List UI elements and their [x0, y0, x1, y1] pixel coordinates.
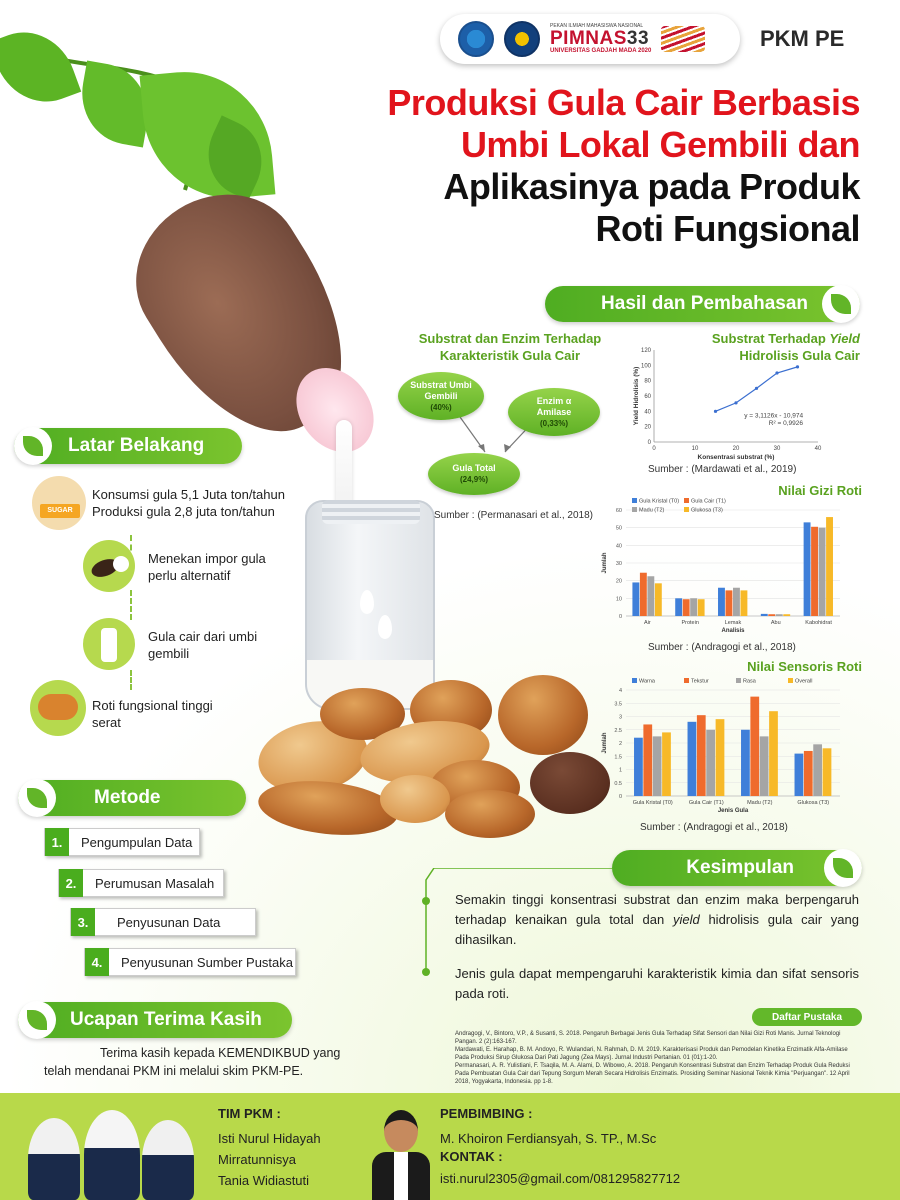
kesimpulan-point-1: [455, 890, 859, 950]
legend-label: Overall: [795, 678, 813, 685]
latar-item-4-line-1: Roti fungsional tinggi: [92, 698, 213, 713]
y-tick-label: 4: [618, 688, 622, 694]
latar-item-1-line-1: Konsumsi gula 5,1 Juta ton/tahun: [92, 487, 285, 502]
legend-swatch: [632, 678, 637, 683]
legend-swatch: [632, 507, 637, 512]
source-permanasari: Sumber : (Permanasari et al., 2018): [434, 510, 593, 521]
bar: [741, 730, 750, 796]
pimnas-logo-number: 33: [626, 28, 650, 49]
y-tick-label: 0: [618, 614, 622, 620]
source-andragogi-gizi: Sumber : (Andragogi et al., 2018): [648, 642, 796, 653]
bar: [776, 614, 783, 616]
legend-label: Warna: [639, 678, 655, 685]
y-tick-label: 40: [644, 409, 651, 416]
bubble-substrat-line-1: Substrat Umbi: [410, 379, 472, 390]
university-logo: [504, 21, 540, 57]
bar: [768, 614, 775, 616]
latar-item-3: [148, 628, 257, 662]
pimnas-stripes-icon: [661, 26, 705, 52]
x-tick-label: Gula Kristal (T0): [632, 800, 673, 806]
bubble-enzim-line-2: Amilase: [536, 406, 572, 417]
daftar-pustaka-list: [455, 1030, 860, 1086]
sensoris-chart-title: Nilai Sensoris Roti: [747, 659, 862, 674]
bar: [647, 576, 654, 616]
bread-illustration: [380, 775, 450, 823]
pimnas-logo-top: PEKAN ILMIAH MAHASISWA NASIONAL: [550, 23, 644, 29]
reference-item: Andragogi, V., Bintoro, V.P., & Susanti, S. 2018. Pengaruh Berbagai Jenis Gula Terhadap Sifat Sensori dan Nilai Gizi Roti Manis. Jurnal Teknologi Pangan. 2 (2):163-167.: [455, 1031, 841, 1045]
leaf-icon: [18, 779, 56, 817]
bar: [634, 738, 643, 796]
y-tick-label: 2: [618, 741, 622, 747]
y-tick-label: 20: [644, 424, 651, 431]
bar: [795, 754, 804, 796]
latar-heading: Latar Belakang: [68, 435, 205, 456]
bar: [783, 614, 790, 616]
bar: [640, 573, 647, 616]
gizi-chart-title: Nilai Gizi Roti: [778, 483, 862, 498]
legend-label: Rasa: [743, 678, 756, 685]
enzim-chart-title: [410, 330, 610, 364]
pembimbing-label: PEMBIMBING :: [440, 1106, 533, 1121]
yield-title-line-2: Hidrolisis Gula Cair: [739, 348, 860, 363]
legend-swatch: [684, 498, 689, 503]
y-tick-label: 60: [644, 394, 651, 400]
x-tick-label: Gula Cair (T1): [688, 800, 724, 806]
y-tick-label: 0.5: [614, 780, 622, 787]
latar-item-2-line-1: Menekan impor gula: [148, 551, 266, 566]
section-header-kesimpulan: [612, 850, 862, 886]
legend-swatch: [736, 678, 741, 683]
bar: [823, 748, 832, 796]
x-tick-label: Abu: [770, 620, 781, 626]
x-tick-label: Madu (T2): [747, 800, 773, 806]
latar-item-3-line-1: Gula cair dari umbi: [148, 629, 258, 644]
source-mardawati: Sumber : (Mardawati et al., 2019): [648, 464, 797, 475]
daftar-pustaka-heading: Daftar Pustaka: [752, 1008, 862, 1026]
kesimpulan-point-2: Jenis gula dapat mempengaruhi karakteristik kimia dan sifat sensoris pada roti.: [455, 966, 859, 1001]
pkm-badge: PKM PE: [760, 26, 845, 51]
bar: [750, 697, 759, 796]
latar-item-3-line-2: gembili: [148, 646, 190, 661]
leaf-icon: [824, 849, 862, 887]
x-tick-label: 20: [732, 446, 740, 452]
connector-line: [130, 590, 132, 620]
metode-step: [84, 948, 296, 976]
pimnas-logo: [550, 24, 651, 54]
latar-item-2: [148, 550, 266, 584]
bar: [804, 751, 813, 796]
x-tick-label: Glukosa (T3): [797, 800, 830, 806]
yield-title-text: Substrat Terhadap: [711, 331, 826, 346]
y-axis-label: Jumlah: [602, 552, 608, 574]
bar: [716, 719, 725, 796]
metode-step: [44, 828, 200, 856]
title-line-3: Aplikasinya pada Produk: [443, 166, 860, 207]
title-line-2: Umbi Lokal Gembili dan: [460, 124, 860, 165]
x-tick-label: 0: [652, 446, 656, 452]
metode-step-label: Penyusunan Data: [117, 914, 221, 930]
team-members: [218, 1128, 321, 1191]
latar-item-2-line-2: perlu alternatif: [148, 568, 231, 583]
kontak-label: KONTAK :: [440, 1149, 503, 1164]
pembimbing-name: M. Khoiron Ferdiansyah, S. TP., M.Sc: [440, 1131, 657, 1146]
x-tick-label: 30: [773, 446, 781, 452]
pimnas-logo-main: PIMNAS: [550, 28, 627, 49]
supervisor-photo: [372, 1106, 430, 1200]
bar: [804, 522, 811, 616]
latar-item-4: [92, 697, 213, 731]
y-tick-label: 30: [615, 561, 622, 567]
kesimpulan-point-1-b: hidrolisis gula cair yang dihasilkan.: [455, 912, 859, 947]
kontak-info: isti.nurul2305@gmail.com/081295827712: [440, 1171, 681, 1186]
bubble-substrat-value: (40%): [430, 402, 452, 412]
bar: [632, 582, 639, 616]
bar: [726, 590, 733, 616]
section-header-hasil: [545, 286, 860, 322]
x-axis-label: Konsentrasi substrat (%): [697, 454, 775, 461]
bar: [690, 598, 697, 616]
liquid-sugar-stream: [336, 420, 352, 510]
sugar-icon: [32, 476, 86, 530]
x-tick-label: 10: [691, 446, 699, 452]
y-axis-label: Jumlah: [602, 732, 608, 754]
bubble-enzim: [508, 388, 600, 436]
bubble-substrat: [398, 372, 484, 420]
bar: [688, 722, 697, 796]
sugar-label: SUGAR: [40, 504, 80, 518]
equation-label: y = 3,1126x - 10,974: [744, 412, 804, 420]
drop-icon: [378, 615, 392, 639]
team-member: Isti Nurul Hidayah: [218, 1131, 321, 1146]
bullet-icon: [422, 897, 430, 905]
metode-step-number: 4.: [85, 948, 109, 976]
latar-item-1-line-2: Produksi gula 2,8 juta ton/tahun: [92, 504, 275, 519]
y-axis-label: Yield Hidrolisis (%): [633, 366, 640, 426]
legend-swatch: [788, 678, 793, 683]
pimnas-logo-sub: UNIVERSITAS GADJAH MADA 2020: [550, 48, 652, 54]
y-tick-label: 120: [640, 348, 651, 354]
enzim-title-line-1: Substrat dan Enzim Terhadap: [418, 331, 602, 346]
bar: [653, 736, 662, 796]
legend-label: Gula Cair (T1): [691, 498, 726, 505]
y-tick-label: 3.5: [614, 701, 622, 708]
title-line-1: Produksi Gula Cair Berbasis: [387, 82, 860, 123]
section-header-ucapan: [18, 1002, 292, 1038]
bread-icon: [30, 680, 86, 736]
metode-step-label: Pengumpulan Data: [81, 834, 193, 850]
data-point: [775, 371, 778, 374]
bar: [683, 599, 690, 616]
reference-item: Mardawati, E. Harahap, B. M. Andoyo, R. Wulandari, N. Rahmah, D. M. 2019. Karakterisasi Produk dan Pemodelan Kinetika Enzimatik Alfa-Amilase Pada Produksi Sirup Glukosa Dari Pati Jagung (Zea Mays). Jurnal Industri Pertanian. 01 (01):1-20.: [455, 1047, 848, 1061]
legend-label: Madu (T2): [639, 507, 665, 514]
legend-swatch: [684, 507, 689, 512]
bubble-gula-total-label: Gula Total: [452, 463, 496, 473]
liquid-sugar-icon: [83, 618, 135, 670]
latar-item-1: [92, 486, 285, 520]
data-point: [796, 365, 799, 368]
metode-step-number: 2.: [59, 869, 83, 897]
data-point: [755, 387, 758, 390]
y-tick-label: 60: [615, 508, 622, 514]
bubble-substrat-line-2: Gembili: [424, 390, 458, 401]
y-tick-label: 3: [618, 714, 622, 721]
bar: [706, 730, 715, 796]
metode-heading: Metode: [94, 787, 161, 808]
ucapan-text: Terima kasih kepada KEMENDIKBUD yang telah mendanai PKM ini melalui skim PKM-PE.: [44, 1046, 341, 1078]
team-photo: [20, 1110, 200, 1200]
section-header-metode: [18, 780, 246, 816]
x-axis-label: Analisis: [721, 628, 745, 634]
bar: [760, 736, 769, 796]
bar: [733, 588, 740, 616]
bar: [769, 711, 778, 796]
source-andragogi-sensoris: Sumber : (Andragogi et al., 2018): [640, 822, 788, 833]
bar: [740, 590, 747, 616]
connector-line: [130, 670, 132, 690]
bar: [655, 583, 662, 616]
y-tick-label: 10: [615, 596, 622, 603]
y-tick-label: 50: [615, 525, 622, 532]
metode-step-number: 3.: [71, 908, 95, 936]
latar-item-4-line-2: serat: [92, 715, 121, 730]
kesimpulan-point-1-italic: yield: [672, 912, 700, 927]
bubble-enzim-line-1: Enzim α: [536, 395, 572, 406]
legend-swatch: [632, 498, 637, 503]
x-tick-label: Air: [644, 620, 651, 626]
drop-icon: [360, 590, 374, 614]
legend-swatch: [684, 678, 689, 683]
bar: [697, 715, 706, 796]
bar: [662, 732, 671, 796]
leaf-icon: [14, 427, 52, 465]
bubble-gula-total: [428, 453, 520, 495]
y-tick-label: 80: [644, 378, 651, 385]
x-tick-label: Protein: [681, 620, 699, 626]
bubble-gula-total-value: (24,9%): [459, 475, 488, 484]
x-tick-label: Lemak: [724, 620, 742, 626]
metode-step-number: 1.: [45, 828, 69, 856]
bar: [643, 724, 652, 796]
y-tick-label: 2.5: [614, 727, 622, 734]
x-tick-label: Kabohidrat: [805, 620, 832, 626]
x-tick-label: 40: [814, 446, 822, 452]
title-line-4: Roti Fungsional: [595, 208, 860, 249]
jar-neck: [322, 500, 420, 524]
metode-step-label: Perumusan Masalah: [95, 875, 215, 891]
legend-label: Glukosa (T3): [691, 507, 723, 514]
kesimpulan-point-1-a: Semakin tinggi konsentrasi substrat dan enzim maka berpengaruh terhadap kenaikan gula total dan: [455, 892, 859, 927]
y-tick-label: 1.5: [614, 754, 622, 761]
bread-illustration: [445, 790, 535, 838]
leaf-icon: [822, 285, 860, 323]
bullet-icon: [422, 968, 430, 976]
bar: [761, 614, 768, 616]
metode-step: [70, 908, 256, 936]
data-point: [714, 410, 717, 413]
x-axis-label: Jenis Gula: [717, 808, 749, 814]
ucapan-heading: Ucapan Terima Kasih: [70, 1009, 262, 1030]
y-tick-label: 20: [615, 578, 622, 585]
bar: [813, 744, 822, 796]
yield-chart: [630, 342, 830, 462]
leaf-icon: [18, 1001, 56, 1039]
legend-label: Tekstur: [691, 678, 709, 685]
team-member: Mirratunnisya: [218, 1152, 297, 1167]
bar: [826, 517, 833, 616]
data-point: [734, 401, 737, 404]
bread-illustration: [498, 675, 588, 755]
bar: [698, 599, 705, 616]
logo-bar: [440, 14, 740, 64]
yield-title-italic: Yield: [829, 331, 860, 346]
sugar-cane-icon: [83, 540, 135, 592]
bar: [811, 527, 818, 616]
kemendikbud-logo: [458, 21, 494, 57]
reference-item: Permanasari, A. R. Yulistiani, F. Tsaqila, M. A. Alami, D. Wibowo, A. 2018. Pengaruh Konsentrasi Substrat dan Enzim Terhadap Produk Gula Reduksi Pada Pembuatan Gula Cair dari Tepung Sorgum Merah Secara Hidrolisis Enzimatis. Prosiding Seminar Nasional Teknik Kimia "Perjuangan". 12 April 2018, Yogyakarta, Indonesia. pp 1-8.: [455, 1063, 850, 1085]
poster-title: [360, 82, 860, 250]
bar: [819, 528, 826, 616]
y-tick-label: 40: [615, 543, 622, 550]
legend-label: Gula Kristal (T0): [639, 498, 680, 505]
section-header-latar-belakang: [14, 428, 242, 464]
team-member: Tania Widiastuti: [218, 1173, 310, 1188]
kesimpulan-heading: Kesimpulan: [686, 857, 794, 878]
bar: [675, 598, 682, 616]
metode-step: [58, 869, 224, 897]
enzim-title-line-2: Karakteristik Gula Cair: [439, 348, 581, 363]
hasil-heading: Hasil dan Pembahasan: [601, 293, 808, 314]
r2-label: R² = 0,9926: [768, 420, 803, 428]
y-tick-label: 1: [618, 767, 622, 774]
bubble-enzim-value: (0,33%): [539, 418, 568, 428]
metode-step-label: Penyusunan Sumber Pustaka: [121, 954, 293, 970]
y-tick-label: 0: [647, 440, 651, 446]
sensoris-chart: [596, 672, 846, 820]
tim-label: TIM PKM :: [218, 1106, 281, 1121]
y-tick-label: 100: [640, 363, 651, 370]
y-tick-label: 0: [618, 794, 622, 800]
bar: [718, 588, 725, 616]
gizi-chart: [596, 492, 846, 640]
